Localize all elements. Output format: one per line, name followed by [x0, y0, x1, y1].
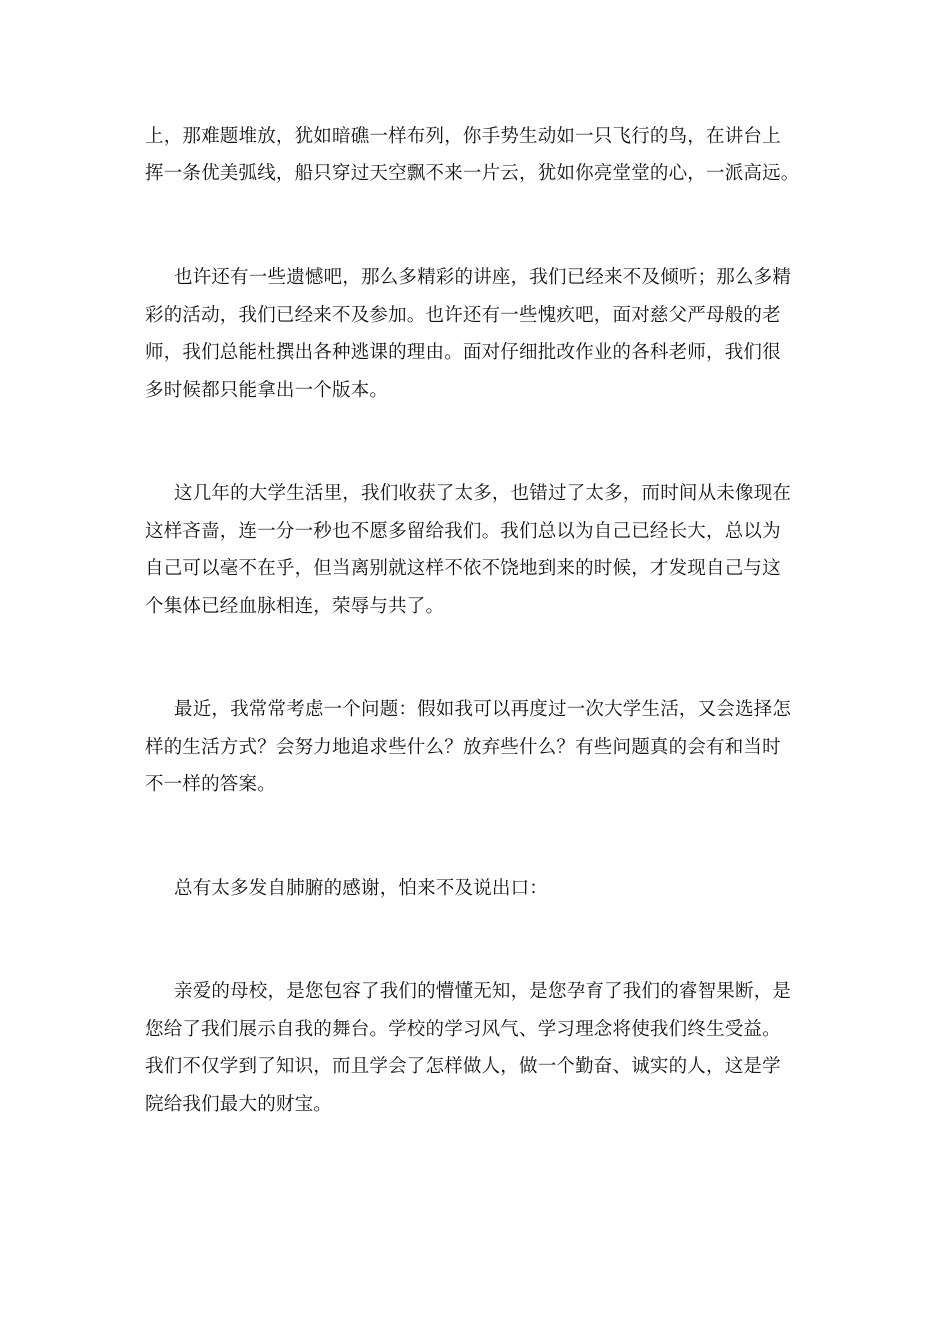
- paragraph-3-line-4: 个集体已经血脉相连，荣辱与共了。: [145, 596, 445, 617]
- paragraph-5-line-1: 总有太多发自肺腑的感谢，怕来不及说出口：: [174, 878, 549, 899]
- paragraph-2-line-2: 彩的活动，我们已经来不及参加。也许还有一些愧疚吧，面对慈父严母般的老: [145, 305, 781, 326]
- paragraph-2-line-4: 多时候都只能拿出一个版本。: [145, 380, 389, 401]
- paragraph-4-line-2: 样的生活方式？会努力地追求些什么？放弃些什么？有些问题真的会有和当时: [145, 737, 781, 758]
- paragraph-3-line-3: 自己可以毫不在乎，但当离别就这样不依不饶地到来的时候，才发现自己与这: [145, 558, 781, 579]
- paragraph-3-line-1: 这几年的大学生活里，我们收获了太多，也错过了太多，而时间从未像现在: [174, 483, 792, 504]
- paragraph-1-line-1: 上，那难题堆放，犹如暗礁一样布列，你手势生动如一只飞行的鸟，在讲台上: [145, 126, 781, 147]
- paragraph-6-line-3: 我们不仅学到了知识，而且学会了怎样做人，做一个勤奋、诚实的人，这是学: [145, 1056, 781, 1077]
- paragraph-1-line-2: 挥一条优美弧线，船只穿过天空飘不来一片云，犹如你亮堂堂的心，一派高远。: [145, 163, 800, 184]
- paragraph-4-line-1: 最近，我常常考虑一个问题：假如我可以再度过一次大学生活，又会选择怎: [174, 699, 792, 720]
- paragraph-6-line-4: 院给我们最大的财宝。: [145, 1094, 333, 1115]
- paragraph-6-line-1: 亲爱的母校，是您包容了我们的懵懂无知，是您孕育了我们的睿智果断，是: [174, 981, 792, 1002]
- paragraph-4-line-3: 不一样的答案。: [145, 774, 276, 795]
- paragraph-6-line-2: 您给了我们展示自我的舞台。学校的学习风气、学习理念将使我们终生受益。: [145, 1019, 781, 1040]
- paragraph-2-line-3: 师，我们总能杜撰出各种逃课的理由。面对仔细批改作业的各科老师，我们很: [145, 342, 781, 363]
- paragraph-2-line-1: 也许还有一些遗憾吧，那么多精彩的讲座，我们已经来不及倾听；那么多精: [174, 267, 792, 288]
- paragraph-3-line-2: 这样吝啬，连一分一秒也不愿多留给我们。我们总以为自己已经长大，总以为: [145, 521, 781, 542]
